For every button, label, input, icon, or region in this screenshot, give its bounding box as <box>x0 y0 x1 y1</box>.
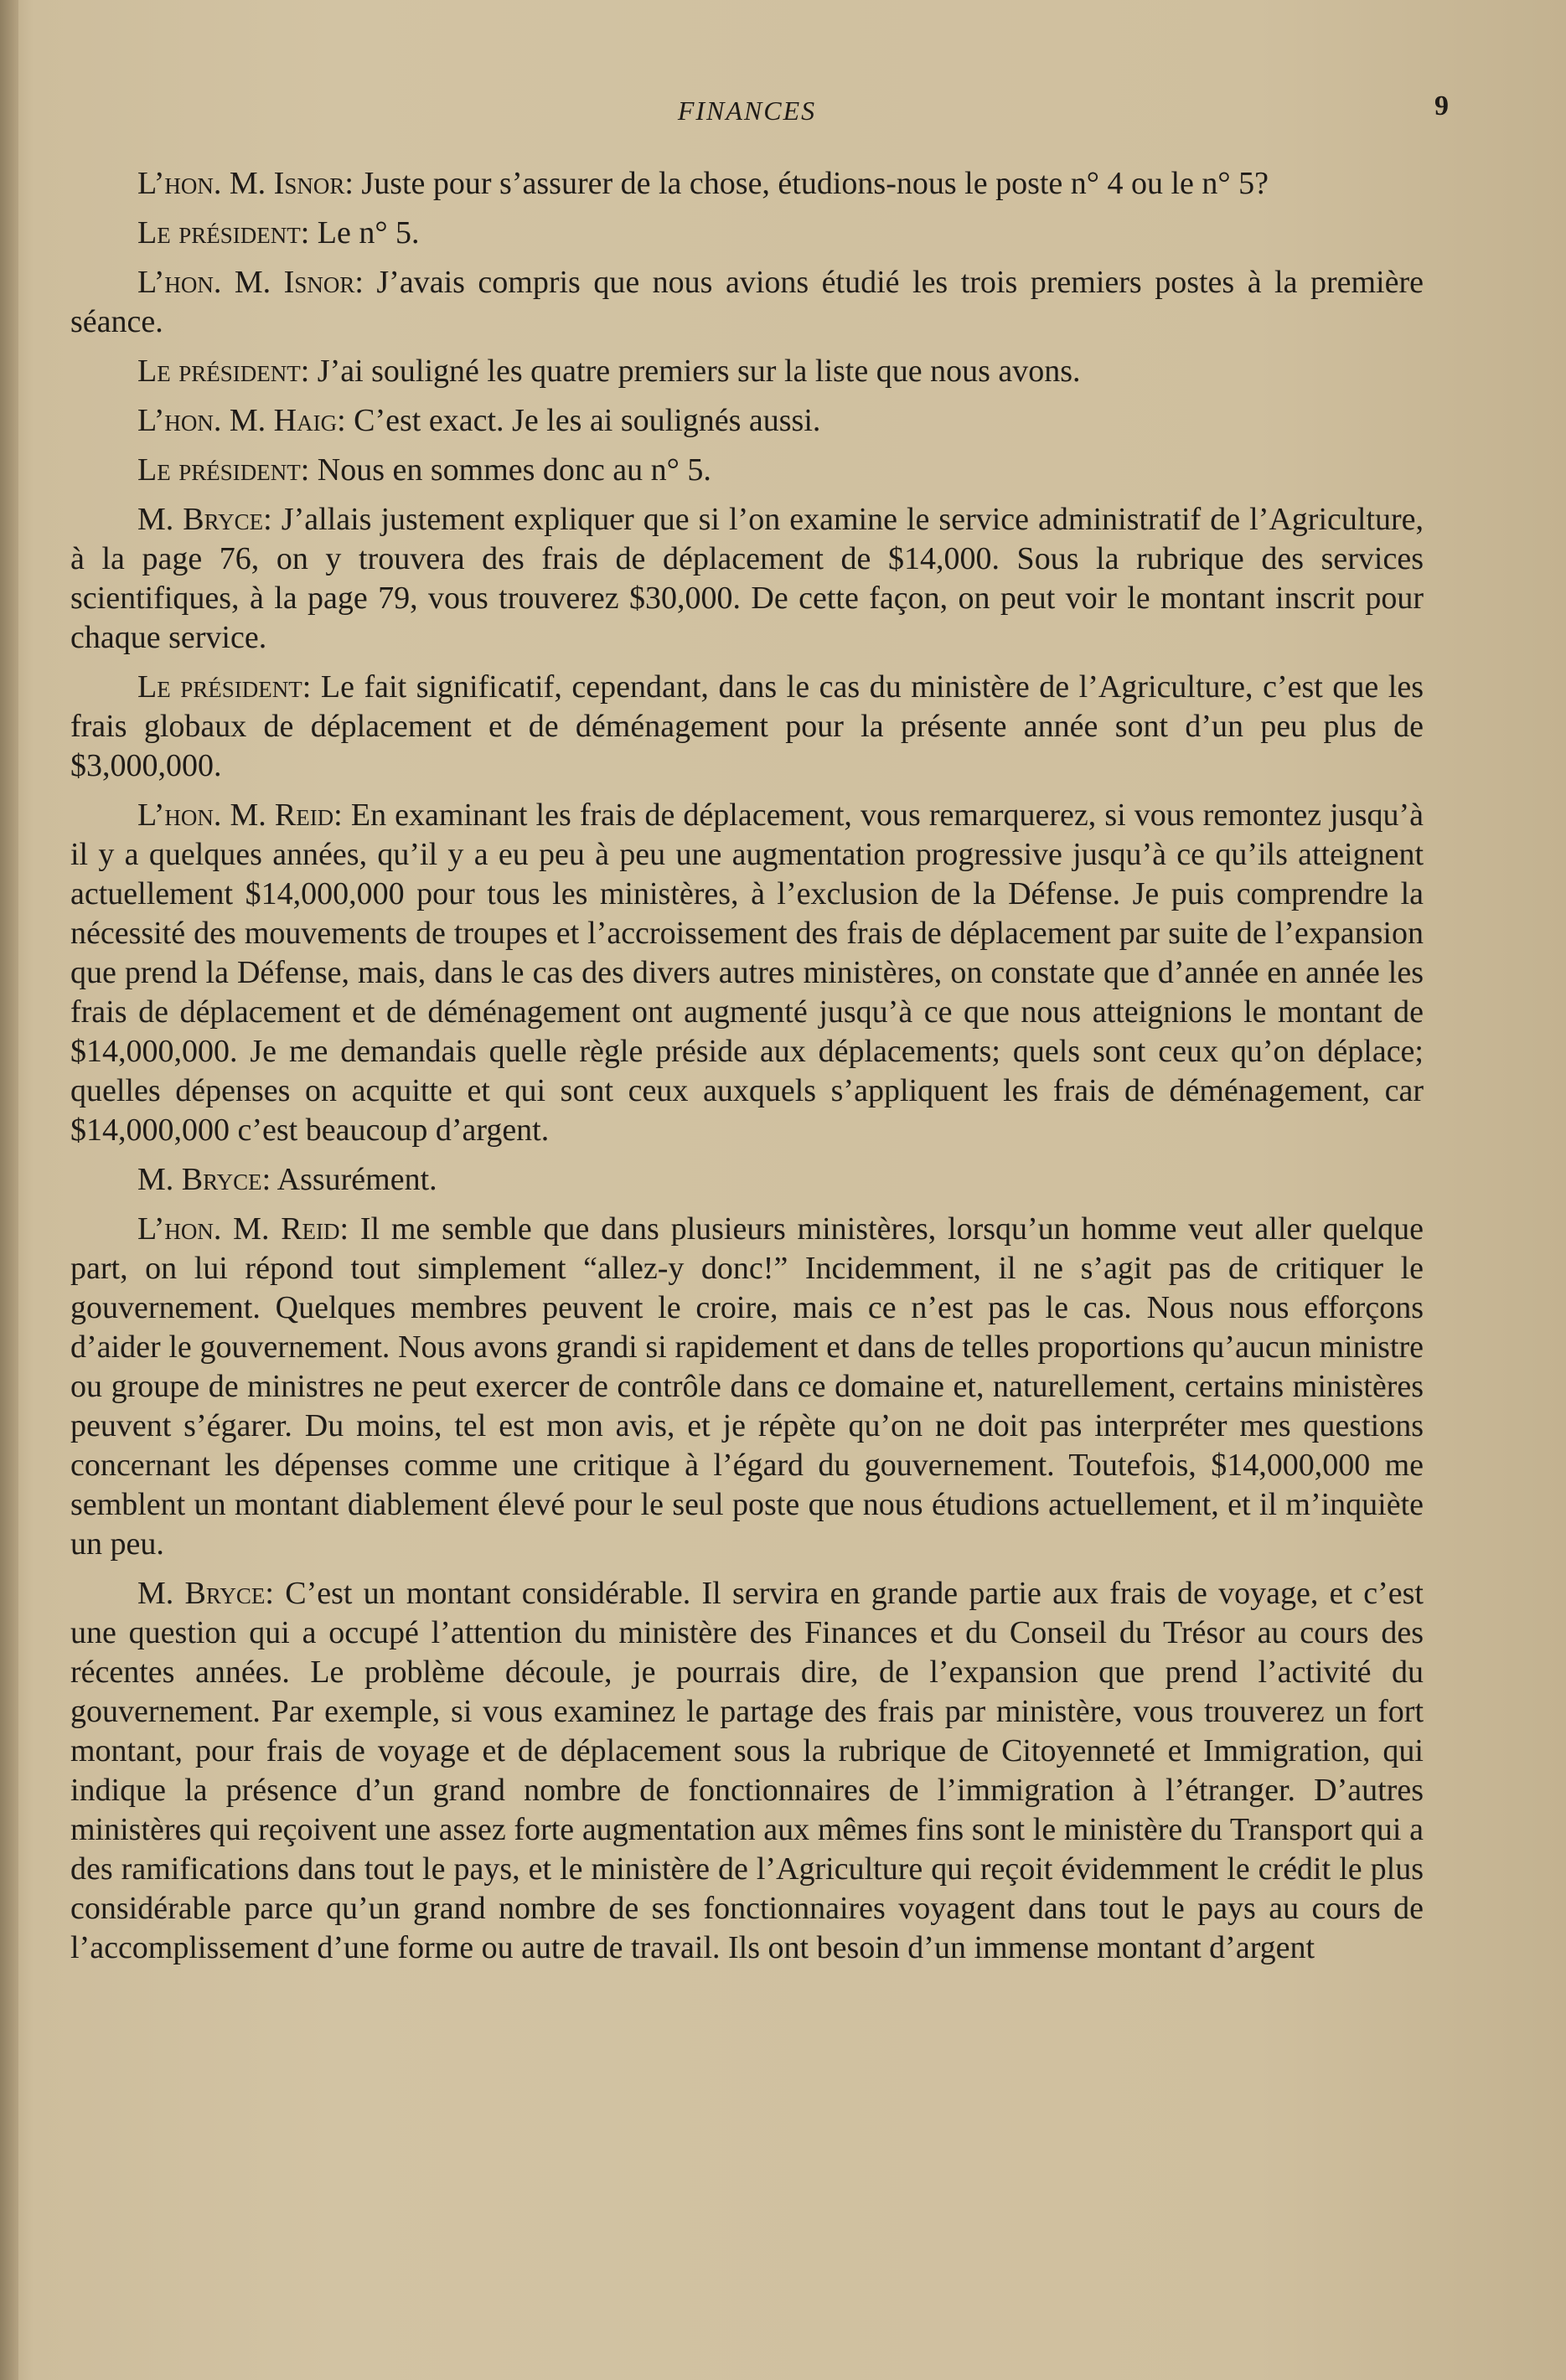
paragraph <box>70 500 1424 658</box>
paragraph <box>70 263 1424 342</box>
paragraph-text: En examinant les frais de déplacement, vous remarquerez, si vous remontez jusqu’à il y a quelques années, qu’il y a eu peu à peu une augmentation progressive jusqu’à ce qu’ils atteignent actuellement $14,000,000 pour tous les ministères, à l’exclusion de la Défense. Je puis comprendre la nécessité des mouvements de troupes et l’accroissement des frais de déplacement par suite de l’expansion que prend la Défense, mais, dans le cas des divers autres ministères, on constate que d’année en année les frais de déplacement et de déménagement ont augmenté jusqu’à ce que nous atteignions le montant de $14,000,000. Je me demandais quelle règle préside aux déplacements; quels sont ceux qu’on déplace; quelles dépenses on acquitte et qui sont ceux auxquels s’appliquent les frais de déménagement, car $14,000,000 c’est beaucoup d’argent. <box>70 798 1424 1148</box>
speaker-name: Le président: <box>137 215 310 250</box>
paragraph <box>70 164 1424 204</box>
speaker-name: Le président: <box>137 669 312 705</box>
paragraph <box>70 352 1424 391</box>
speaker-name: M. Bryce: <box>137 1576 274 1611</box>
speaker-name: Le président: <box>137 354 310 389</box>
paragraph-text: Juste pour s’assurer de la chose, étudions-nous le poste n° 4 ou le n° 5? <box>361 166 1269 201</box>
paragraph-text: C’est un montant considérable. Il servira en grande partie aux frais de voyage, et c’est une question qui a occupé l’attention du ministère des Finances et du Conseil du Trésor au cours des récentes années. Le problème découle, je pourrais dire, de l’expansion que prend l’activité du gouvernement. Par exemple, si vous examinez le partage des frais par ministère, vous trouverez un fort montant, pour frais de voyage et de déplacement sous la rubrique de Citoyenneté et Immigration, qui indique la présence d’un grand nombre de fonctionnaires de l’immigration à l’étranger. D’autres ministères qui reçoivent une assez forte augmentation aux mêmes fins sont le ministère du Transport qui a des ramifications dans tout le pays, et le ministère de l’Agriculture qui reçoit évidemment le crédit le plus considérable parce qu’un grand nombre de ses fonctionnaires voyagent dans tout le pays au cours de l’accomplissement d’une forme ou autre de travail. Ils ont besoin d’un immense montant d’argent <box>70 1576 1424 1965</box>
paragraph-text: J’avais compris que nous avions étudié les trois premiers postes à la première séance. <box>70 265 1424 339</box>
paragraph <box>70 1210 1424 1564</box>
paragraph <box>70 214 1424 253</box>
running-title: FINANCES <box>677 96 817 126</box>
speaker-name: Le président: <box>137 452 310 488</box>
paragraph <box>70 401 1424 441</box>
body-text <box>70 164 1424 1968</box>
speaker-name: L’hon. M. Haig: <box>137 403 346 438</box>
paragraph <box>70 796 1424 1150</box>
paragraph <box>70 1574 1424 1968</box>
paragraph-text: Assurément. <box>277 1162 437 1197</box>
book-spine-shadow <box>0 0 18 2380</box>
paragraph-text: Le n° 5. <box>317 215 420 250</box>
paragraph-text: J’allais justement expliquer que si l’on examine le service administratif de l’Agriculture, à la page 76, on y trouvera des frais de déplacement de $14,000. Sous la rubrique des services scientifiques, à la page 79, vous trouverez $30,000. De cette façon, on peut voir le montant inscrit pour chaque service. <box>70 502 1424 655</box>
page-number: 9 <box>1434 90 1449 121</box>
speaker-name: M. Bryce: <box>137 1162 271 1197</box>
speaker-name: L’hon. M. Reid: <box>137 798 343 833</box>
paragraph-text: Il me semble que dans plusieurs ministères, lorsqu’un homme veut aller quelque part, on lui répond tout simplement “allez-y donc!” Incidemment, il ne s’agit pas de critiquer le gouvernement. Quelques membres peuvent le croire, mais ce n’est pas le cas. Nous nous efforçons d’aider le gouvernement. Nous avons grandi si rapidement et dans de telles proportions qu’aucun ministre ou groupe de ministres ne peut exercer de contrôle dans ce domaine et, naturellement, certains ministères peuvent s’égarer. Du moins, tel est mon avis, et je répète qu’on ne doit pas interpréter mes questions concernant les dépenses comme une critique à l’égard du gouvernement. Toutefois, $14,000,000 me semblent un montant diablement élevé pour le seul poste que nous étudions actuellement, et il m’inquiète un peu. <box>70 1211 1424 1562</box>
paragraph <box>70 1160 1424 1200</box>
paragraph-text: J’ai souligné les quatre premiers sur la liste que nous avons. <box>317 354 1081 389</box>
speaker-name: M. Bryce: <box>137 502 272 537</box>
speaker-name: L’hon. M. Isnor: <box>137 265 364 300</box>
paragraph <box>70 668 1424 786</box>
paragraph-text: Le fait significatif, cependant, dans le cas du ministère de l’Agriculture, c’est que les frais globaux de déplacement et de déménagement pour la présente année sont d’un peu plus de $3,000,000. <box>70 669 1424 783</box>
page-header <box>70 90 1449 141</box>
paragraph-text: Nous en sommes donc au n° 5. <box>317 452 711 488</box>
speaker-name: L’hon. M. Reid: <box>137 1211 349 1247</box>
paragraph <box>70 451 1424 490</box>
speaker-name: L’hon. M. Isnor: <box>137 166 354 201</box>
paragraph-text: C’est exact. Je les ai soulignés aussi. <box>354 403 821 438</box>
